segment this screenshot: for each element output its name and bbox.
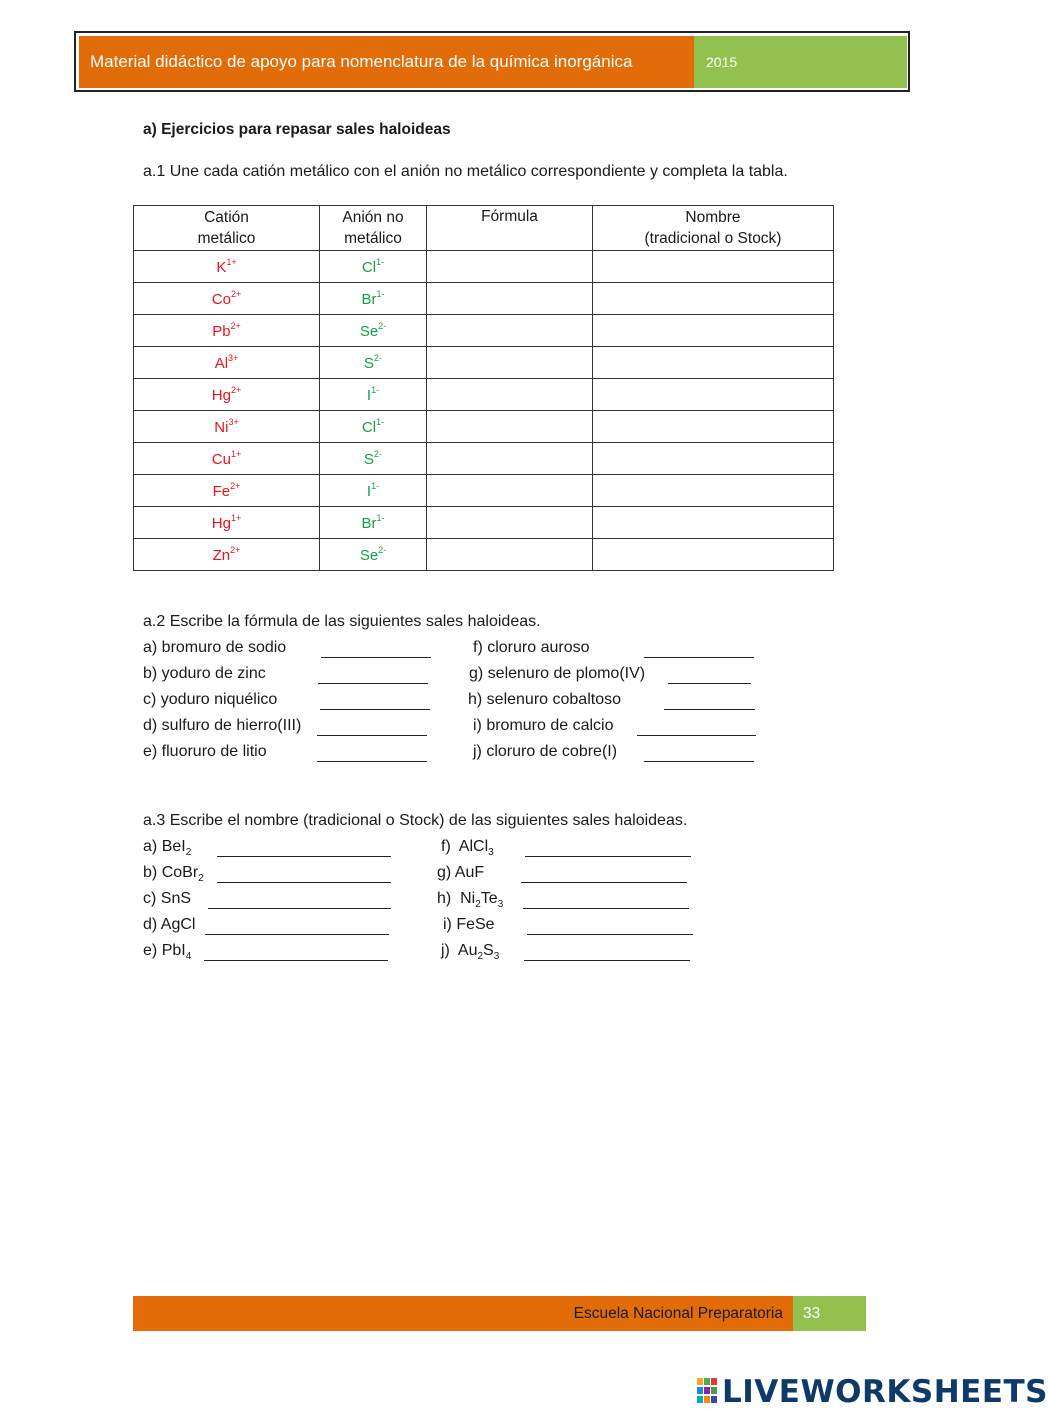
a3-item-j: j) $Au_2S_3$ [441, 942, 500, 963]
a3-blank-j[interactable] [524, 945, 690, 961]
cation-cell [134, 379, 320, 411]
anion-cell [320, 539, 427, 571]
a3-item-b: b) CoBr$_2$ [143, 864, 204, 885]
table-row [134, 443, 834, 475]
cation: $Al^{3+}$ [214, 352, 239, 372]
formula-answer-cell[interactable] [427, 411, 593, 443]
header-name: Nombre (tradicional o Stock) [593, 206, 834, 251]
a2-item-b: b) yoduro de zinc [143, 665, 266, 682]
a3-item-f: f) AlCl$_3$ [441, 838, 494, 859]
cation-cell [134, 443, 320, 475]
table-header-row [134, 206, 834, 251]
cation: $K^{1+}$ [216, 256, 237, 276]
a3-blank-a[interactable] [217, 841, 391, 857]
footer-page-number: 33 [793, 1296, 866, 1331]
a2-blank-j[interactable] [644, 746, 754, 762]
formula-answer-cell[interactable] [427, 315, 593, 347]
formula-answer-cell[interactable] [427, 283, 593, 315]
a3-item-e: e) PbI$_4$ [143, 942, 192, 963]
a3-blank-h[interactable] [523, 893, 689, 909]
anion-cell [320, 251, 427, 283]
a2-instruction: a.2 Escribe la fórmula de las siguientes sales haloideas. [143, 613, 541, 630]
formula-answer-cell[interactable] [427, 539, 593, 571]
anion-cell [320, 411, 427, 443]
liveworksheets-logo-icon [697, 1378, 719, 1404]
cation: $Hg^{1+}$ [211, 512, 242, 532]
header-title: Material didáctico de apoyo para nomenclatura de la química inorgánica [79, 36, 694, 88]
cation: $Hg^{2+}$ [211, 384, 242, 404]
a2-blank-e[interactable] [317, 746, 427, 762]
a3-blank-e[interactable] [204, 945, 388, 961]
anion-cell [320, 443, 427, 475]
a2-blank-a[interactable] [321, 642, 431, 658]
anion-cell [320, 283, 427, 315]
anion: $Se^{2-}$ [359, 544, 387, 564]
a2-blank-f[interactable] [644, 642, 754, 658]
table-row [134, 251, 834, 283]
name-answer-cell[interactable] [593, 507, 834, 539]
formula-answer-cell[interactable] [427, 507, 593, 539]
anion-cell [320, 315, 427, 347]
table-row [134, 539, 834, 571]
a3-blank-i[interactable] [527, 919, 693, 935]
a3-blank-g[interactable] [521, 867, 687, 883]
formula-answer-cell[interactable] [427, 443, 593, 475]
cation-cell [134, 475, 320, 507]
a2-blank-h[interactable] [664, 694, 755, 710]
anion: $Cl^{1-}$ [361, 416, 385, 436]
a2-blank-g[interactable] [668, 668, 751, 684]
formula-answer-cell[interactable] [427, 379, 593, 411]
footer-school: Escuela Nacional Preparatoria [133, 1296, 793, 1331]
table-row [134, 379, 834, 411]
a3-item-d: d) AgCl [143, 916, 196, 933]
a2-item-a: a) bromuro de sodio [143, 639, 287, 656]
anion: $S^{2-}$ [363, 352, 383, 372]
a3-item-h: h) $Ni_2Te_3$ [437, 890, 504, 911]
a2-item-f: f) cloruro auroso [473, 639, 590, 656]
anion-cell [320, 347, 427, 379]
cation-cell [134, 507, 320, 539]
a2-item-c: c) yoduro niquélico [143, 691, 278, 708]
anion-cell [320, 507, 427, 539]
salt-table [133, 205, 834, 571]
anion: $Cl^{1-}$ [361, 256, 385, 276]
table-row [134, 315, 834, 347]
cation-cell [134, 251, 320, 283]
cation-cell [134, 347, 320, 379]
name-answer-cell[interactable] [593, 315, 834, 347]
anion: $Br^{1-}$ [361, 288, 385, 308]
name-answer-cell[interactable] [593, 379, 834, 411]
name-answer-cell[interactable] [593, 539, 834, 571]
a3-instruction: a.3 Escribe el nombre (tradicional o Stock) de las siguientes sales haloideas. [143, 812, 688, 829]
anion: $Se^{2-}$ [359, 320, 387, 340]
a2-blank-i[interactable] [637, 720, 756, 736]
a2-item-g: g) selenuro de plomo(IV) [469, 665, 646, 682]
anion: $Br^{1-}$ [361, 512, 385, 532]
formula-answer-cell[interactable] [427, 251, 593, 283]
table-row [134, 507, 834, 539]
a1-instruction: a.1 Une cada catión metálico con el anión no metálico correspondiente y completa la tabla. [143, 163, 788, 180]
cation: $Co^{2+}$ [211, 288, 242, 308]
a2-item-e: e) fluoruro de litio [143, 743, 267, 760]
name-answer-cell[interactable] [593, 411, 834, 443]
anion-cell [320, 475, 427, 507]
a3-item-i: i) FeSe [443, 916, 495, 933]
a3-blank-d[interactable] [205, 919, 389, 935]
cation-cell [134, 315, 320, 347]
a2-item-d: d) sulfuro de hierro(III) [143, 717, 302, 734]
a2-blank-d[interactable] [317, 720, 427, 736]
cation: $Cu^{1+}$ [211, 448, 242, 468]
table-row [134, 411, 834, 443]
a3-blank-f[interactable] [525, 841, 691, 857]
header-cation: Catión metálico [134, 206, 320, 251]
a2-item-h: h) selenuro cobaltoso [468, 691, 621, 708]
a2-blank-c[interactable] [320, 694, 430, 710]
anion: $S^{2-}$ [363, 448, 383, 468]
a2-item-i: i) bromuro de calcio [473, 717, 614, 734]
name-answer-cell[interactable] [593, 443, 834, 475]
name-answer-cell[interactable] [593, 475, 834, 507]
a3-item-a: a) BeI$_2$ [143, 838, 192, 859]
name-answer-cell[interactable] [593, 283, 834, 315]
formula-answer-cell[interactable] [427, 475, 593, 507]
a2-blank-b[interactable] [318, 668, 428, 684]
a3-blank-b[interactable] [217, 867, 391, 883]
header-anion: Anión no metálico [320, 206, 427, 251]
header-formula: Fórmula [427, 206, 593, 251]
a2-item-j: j) cloruro de cobre(I) [473, 743, 618, 760]
cation: $Fe^{2+}$ [212, 480, 241, 500]
name-answer-cell[interactable] [593, 251, 834, 283]
table-row [134, 347, 834, 379]
table-row [134, 283, 834, 315]
formula-answer-cell[interactable] [427, 347, 593, 379]
cation-cell [134, 283, 320, 315]
cation: $Zn^{2+}$ [212, 544, 241, 564]
cation-cell [134, 539, 320, 571]
anion: $I^{1-}$ [366, 384, 380, 404]
cation-cell [134, 411, 320, 443]
table-row [134, 475, 834, 507]
section-title: a) Ejercicios para repasar sales haloideas [143, 121, 451, 138]
cation: $Pb^{2+}$ [212, 320, 241, 340]
anion: $I^{1-}$ [366, 480, 380, 500]
name-answer-cell[interactable] [593, 347, 834, 379]
a3-item-g: g) AuF [437, 864, 485, 881]
a3-blank-c[interactable] [208, 893, 391, 909]
header-year: 2015 [694, 36, 907, 88]
anion-cell [320, 379, 427, 411]
liveworksheets-watermark: LIVEWORKSHEETS [722, 1374, 1048, 1410]
cation: $Ni^{3+}$ [214, 416, 239, 436]
a3-item-c: c) SnS [143, 890, 192, 907]
